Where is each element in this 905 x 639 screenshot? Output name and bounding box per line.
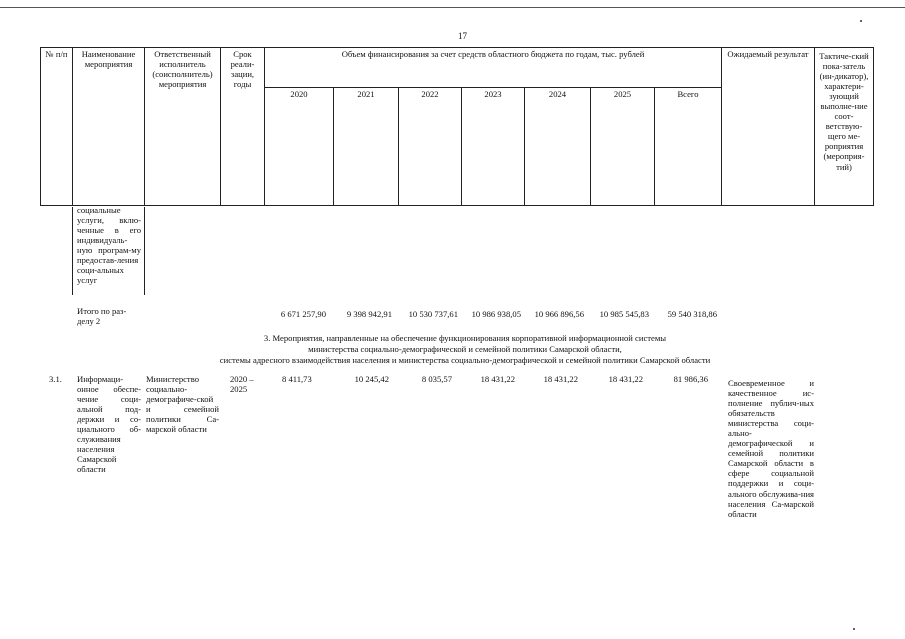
subtotal-2025: 10 985 545,83 xyxy=(599,309,649,319)
row-value-2022: 8 035,57 xyxy=(421,374,452,384)
row-value-2024: 18 431,22 xyxy=(543,374,578,384)
subtotal-label: Итого по раз-делу 2 xyxy=(77,306,127,327)
header-executor: Ответственный исполнитель (соисполнитель) мероприятия xyxy=(145,48,221,206)
header-year: 2023 xyxy=(462,88,525,206)
scan-speck xyxy=(853,628,855,630)
row-value-2023: 18 431,22 xyxy=(480,374,515,384)
header-year: 2024 xyxy=(525,88,591,206)
row-term: 2020 – 2025 xyxy=(230,374,254,395)
page-number: 17 xyxy=(458,31,467,41)
header-funding: Объем финансирования за счет средств областного бюджета по годам, тыс. рублей xyxy=(265,48,722,88)
header-indicator: Тактиче-ский пока-затель (ин-дикатор), характери-зующий выполне-ние соот-ветствую-щего ме-роприятия (мероприя-тий) xyxy=(815,48,874,206)
continuation-text: социальные услуги, вклю-ченные в его индивидуаль-ную програм-му предостав-ления соци-альных услуг xyxy=(77,205,141,286)
scan-speck xyxy=(860,20,862,22)
section-title-line2: министерства социально-демографической и семейной политики Самарской области, xyxy=(308,344,622,354)
column-divider xyxy=(72,207,73,295)
row-name: Информаци-онное обеспе-чение соци-альной под-держки и со-циального об-служивания населения Самарской области xyxy=(77,374,141,475)
header-year: 2022 xyxy=(399,88,462,206)
subtotal-2020: 6 671 257,90 xyxy=(280,309,326,319)
header-year: 2021 xyxy=(334,88,399,206)
header-table xyxy=(40,47,874,206)
row-value-total: 81 986,36 xyxy=(673,374,708,384)
row-number: 3.1. xyxy=(49,374,62,384)
subtotal-2024: 10 966 896,56 xyxy=(534,309,584,319)
section-title-line3: системы адресного взаимодействия населения и министерства социально-демографической и семейной политики Самарской области xyxy=(219,355,711,365)
section-title-line1: 3. Мероприятия, направленные на обеспечение функционирования корпоративной информационной системы xyxy=(263,333,667,343)
row-value-2021: 10 245,42 xyxy=(354,374,389,384)
subtotal-total: 59 540 318,86 xyxy=(667,309,717,319)
header-year: 2020 xyxy=(265,88,334,206)
subtotal-2022: 10 530 737,61 xyxy=(408,309,458,319)
header-year-total: Всего xyxy=(655,88,722,206)
header-name: Наименование мероприятия xyxy=(73,48,145,206)
page-top-border xyxy=(0,7,905,8)
row-value-2025: 18 431,22 xyxy=(608,374,643,384)
column-divider xyxy=(144,207,145,295)
row-executor: Министерство социально-демографиче-ской и семейной политики Са-марской области xyxy=(146,374,219,435)
header-num: № п/п xyxy=(41,48,73,206)
header-term: Срок реали-зации, годы xyxy=(221,48,265,206)
header-result: Ожидаемый результат xyxy=(722,48,815,206)
row-result: Своевременное и качественное ис-полнение публич-ных обязательств министерства соци-ально-демографической и семейной политики Самарской области в сфере социальной поддержки и соци-ального обслужива-ния населения Са-марской области xyxy=(728,378,815,519)
subtotal-2021: 9 398 942,91 xyxy=(346,309,392,319)
subtotal-2023: 10 986 938,05 xyxy=(471,309,521,319)
row-value-2020: 8 411,73 xyxy=(282,374,312,384)
header-year: 2025 xyxy=(591,88,655,206)
